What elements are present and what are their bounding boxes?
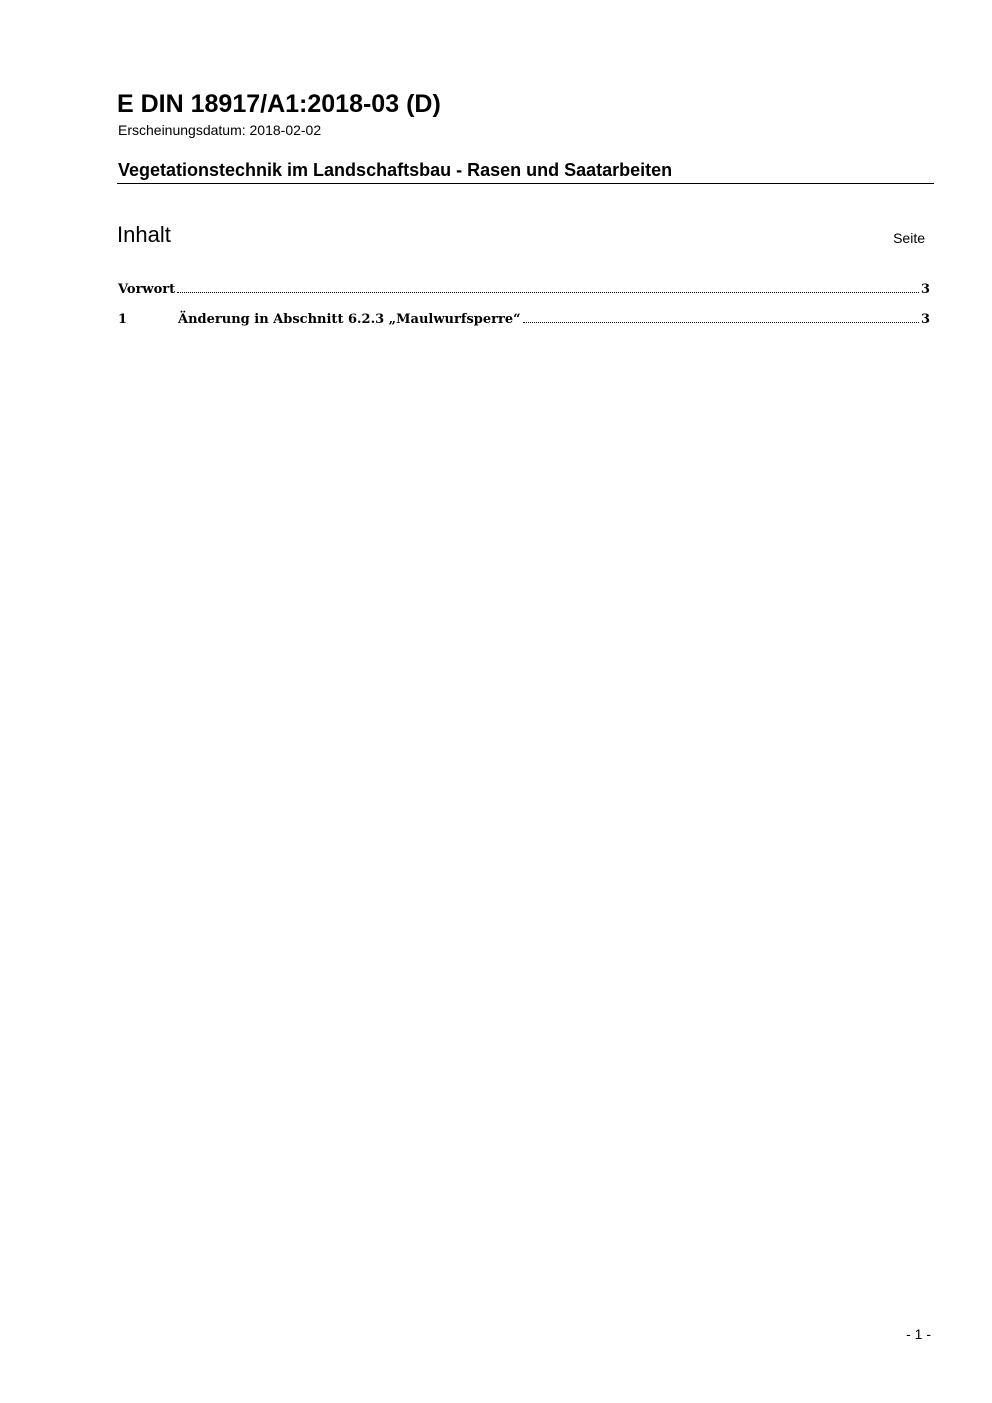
title-divider [117,183,934,184]
toc-entry-text: Vorwort [118,282,176,297]
page-number: - 1 - [906,1326,931,1342]
toc-page-column-label: Seite [893,230,925,246]
toc-entry-text: Änderung in Abschnitt 6.2.3 „Maulwurfsperre“ [178,312,521,327]
toc-entry-section-1[interactable] [118,309,930,339]
toc-dot-leader [177,291,919,293]
toc-entry-number: 1 [118,312,128,327]
publication-date: Erscheinungsdatum: 2018-02-02 [118,122,322,138]
toc-entry-page: 3 [920,282,930,297]
toc-heading: Inhalt [117,222,171,247]
toc-dot-leader [523,321,919,323]
table-of-contents [118,279,930,339]
document-title: Vegetationstechnik im Landschaftsbau - Rasen und Saatarbeiten [118,160,673,180]
toc-entry-vorwort[interactable] [118,279,930,309]
document-id: E DIN 18917/A1:2018-03 (D) [117,90,441,118]
toc-entry-page: 3 [920,312,930,327]
